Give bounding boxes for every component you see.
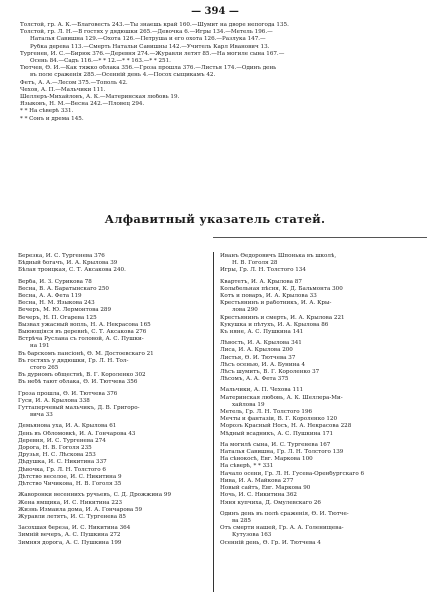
entry-line: На могилѣ сына, И. С. Тургенева 167 [220,441,331,448]
index-entry [18,532,208,539]
index-entry [220,449,410,456]
index-entry [220,300,410,314]
entry-line: * * На сѣверѣ 331. [20,108,74,115]
index-entry [18,467,208,474]
entry-line: Квартетъ, И. А. Крылова 87 [220,278,302,285]
entry-line: Весна, В. А. Баратынскаго 250 [18,285,109,292]
index-entry [18,372,208,379]
entry-line: хайлова 19 [232,401,265,408]
index-entry [18,514,208,521]
index-entry [220,442,410,449]
index-entry [18,540,208,547]
index-entry [220,322,410,329]
index-entry [18,315,208,322]
index-entry [18,492,208,499]
entry-line: Жизнь Измаила дома, И. А. Гончарова 59 [18,506,143,513]
index-entry [220,253,410,267]
entry-line: Отъ смерти нашей, Гр. А. А. Голенищева- [220,525,344,532]
entry-line: Лѣсъ шумитъ, В. Г. Короленко 37 [220,369,320,376]
index-entry [18,445,208,452]
index-entry [220,279,410,286]
entry-line: На сѣнокосѣ, Евг. Маркова 100 [220,456,313,463]
entry-line: Къ няне, А. С. Пушкина 141 [220,329,304,336]
index-entry [18,379,208,386]
entry-line: Крестьянинъ и смерть, И. А. Крылова 221 [220,314,345,321]
entry-line: Весна, Н. М. Языкова 243 [18,300,95,307]
entry-line: Бѣдный богачъ, И. А. Крылова 39 [18,260,118,267]
index-entry [220,387,410,394]
entry-line: Кутузова 163 [232,532,272,539]
entry-line: Начало осени, Гр. Л. Н. Гусева-Оренбургскаго 6 [220,470,365,477]
index-entry [220,329,410,336]
entry-line: Шеллеръ-Михайловъ, А. К.—Материнская любовь 19. [20,94,180,101]
entry-line: Лиса, И. А. Крылова 200 [220,347,293,354]
entry-line: Дѣтство Чичикова, Н. В. Гоголя 35 [18,481,122,488]
index-entry [18,481,208,488]
entry-line: Тютчев, Ѳ. И.—Как тяжко облака 356.—Гроза прошла 376.—Листья 174.—Одинъ день [20,65,277,72]
index-entry [220,478,410,485]
entry-line: Деревня, И. С. Тургенева 274 [18,437,106,444]
entry-line: Няня купчиха, Д. Омулевскаго 26 [220,499,321,506]
author-entry [20,80,415,87]
entry-line: Морозъ Красный Носъ, Н. А. Некрасова 228 [220,423,352,430]
index-entry [220,431,410,438]
index-entry [18,474,208,481]
index-entry [220,471,410,478]
entry-line: Друзья, Н. С. Лѣскова 253 [18,452,96,459]
author-entry [20,87,415,94]
entry-line: Березка, И. С. Тургенева 376 [18,253,105,259]
entry-line: Бѣлая троицкая, С. Т. Аксакова 240. [18,267,126,274]
index-entry [220,485,410,492]
index-entry [220,500,410,507]
entry-line: Наталья Савишна 129.—Охота 126.—Петруша и его охота 126.—Разлука 147.— [30,36,266,43]
entry-line: Новый сайтъ, Евг. Маркова 90 [220,485,311,492]
index-entry [220,347,410,354]
entry-line: Дѣдушка, И. С. Никитина 337 [18,459,107,466]
author-entry [20,51,415,65]
entry-line: Въ небѣ тают облака, Ѳ. И. Тютчева 356 [18,379,138,386]
entry-line: Иванъ Ѳедоровичъ Шпонька въ школѣ, [220,253,337,259]
entry-line: Фетъ, А. А.—Лесом 375.—Тополь 42. [20,79,128,86]
entry-line: на 191 [30,343,50,350]
index-entry [18,279,208,286]
entry-line: Толстой, гр. А. К.—Благовесть 243.—Ты знаешь край 160.—Шумит на дворе непогода 135. [20,22,289,28]
entry-line: Метель, Гр. Л. Н. Толстого 196 [220,409,313,416]
index-entry [220,409,410,416]
index-entry [220,267,410,274]
index-entry [220,511,410,525]
entry-line: Вызвал ужасный вопль, Н. А. Некрасова 165 [18,321,151,328]
entry-line: Языковъ, Н. М.—Весна 242.—Пловец 294. [20,101,145,108]
section-title: Алфавитный указатель статей. [104,212,326,226]
entry-line: Тургенев, И. С.—Бирюк 376.—Деревня 274.—Журавли летят 85.—На могиле сына 167.— [20,50,285,57]
entry-line: въ поле сраженія 285.—Осенній день 4.—Посох сыщикамъ 42. [30,72,216,79]
author-entry [20,101,415,108]
entry-line: Лѣсомъ, А. А. Фета 375 [220,376,289,383]
entry-line: Осень 84.—Садъ 116.—* * 12.—* * 163.—* * 251. [30,58,171,65]
entry-line: На сѣверѣ, * * 331 [220,463,274,470]
index-entry [18,322,208,329]
entry-line: Гуттаперчевый мальчикъ, Д. В. Григоро- [18,405,140,412]
index-entry [18,452,208,459]
index-entry [220,456,410,463]
entry-line: Верба, И. З. Сурикова 78 [18,278,92,285]
entry-line: ва 285 [232,517,251,524]
entry-line: Лѣвость, И. А. Крылова 341 [220,340,302,347]
entry-line: Ночь, И. С. Никитина 362 [220,492,297,499]
entry-line: Зимняя дорога, А. С. Пушкина 199 [18,539,122,546]
index-entry [220,395,410,409]
author-entry [20,22,415,29]
index-entry [18,253,208,260]
index-entry [220,416,410,423]
page-number: — 394 — [191,6,239,17]
index-entry [18,351,208,358]
entry-line: Въ дурномъ обществѣ, В. Г. Короленко 302 [18,372,146,379]
index-entry [18,398,208,405]
index-entry [18,293,208,300]
index-entry [220,315,410,322]
entry-line: Мальчики, А. П. Чехова 111 [220,387,304,394]
index-entry [18,358,208,372]
entry-line: Дѣвочка, Гр. Л. Н. Толстого 6 [18,466,106,473]
author-entry [20,29,415,51]
entry-line: Дорога, Н. В. Гоголя 235 [18,445,92,452]
entry-line: Гуси, И. А. Крылова 338 [18,397,90,404]
index-entry [18,500,208,507]
index-entry [220,540,410,547]
index-column-left [18,253,208,547]
entry-line: Мечты и фантазіи, В. Г. Короленко 120 [220,416,338,423]
author-entry [20,108,415,115]
entry-line: Листья, Ѳ. И. Тютчева 37 [220,354,296,361]
entry-line: Кукушка и пѣтухъ, И. А. Крылова 86 [220,321,329,328]
index-entry [18,267,208,274]
index-entry [220,463,410,470]
entry-line: Толстой, гр. Л. Н.—В гостях у дядюшки 265.—Девочка 6.—Игры 134.—Метель 196.— [20,29,273,36]
entry-line: Крестьянинъ и работникъ, И. А. Кры- [220,300,332,307]
index-entry [220,293,410,300]
index-entry [18,391,208,398]
index-entry [220,376,410,383]
entry-line: Демьянова уха, И. А. Крылова 61 [18,423,117,430]
index-entry [18,300,208,307]
entry-line: лова 290 [232,307,258,314]
entry-line: Вечеръ, Н. П. Огарева 125 [18,314,97,321]
index-entry [18,459,208,466]
entry-line: Игры, Гр. Л. Н. Толстого 134 [220,267,306,274]
entry-line: * * Сонъ и дрема 145. [20,115,84,122]
entry-line: Чехов, А. П.—Мальчики 111. [20,86,106,93]
author-entry [20,65,415,79]
entry-line: Встрѣча Руслана съ головой, А. С. Пушки- [18,336,144,343]
entry-line: Наталья Савишна, Гр. Л. Н. Толстого 139 [220,449,344,456]
entry-line: Колыбельная пѣсня, К. Д. Бальмонта 300 [220,285,343,292]
index-entry [220,369,410,376]
entry-line: Лѣсъ осенью, И. А. Бунина 4 [220,361,306,368]
index-entry [18,336,208,350]
entry-line: Одинъ день въ полѣ сраженія, Ѳ. И. Тютче- [220,510,349,517]
entry-line: Гроза прошла, Ѳ. И. Тютчева 376 [18,390,118,397]
entry-line: Жена ямщика, И. С. Никитина 223 [18,499,123,506]
entry-line: Рубка дерева 113.—Смерть Натальи Савишны 142.—Учитель Карл Иванович 13. [30,43,270,50]
entry-line: Дѣтство веселое, И. С. Никитина 9 [18,473,122,480]
index-entry [220,340,410,347]
index-column-right [220,253,410,547]
index-entry [18,286,208,293]
entry-line: Осенній день, Ѳ. Гр. И. Тютчева 4 [220,539,321,546]
index-entry [220,525,410,539]
author-index-continuation [20,22,415,123]
index-entry [220,492,410,499]
index-entry [18,438,208,445]
section-rule [213,237,427,238]
entry-line: Вечеръ, М. Ю. Лермонтова 289 [18,307,112,314]
index-entry [18,431,208,438]
entry-line: Въ гостяхъ у дядюшки, Гр. Л. Н. Тол- [18,357,129,364]
entry-line: Материнская любовь, А. К. Шеллера-Ми- [220,394,343,401]
index-entry [18,260,208,267]
entry-line: Журавли летятъ, И. С. Тургенева 85 [18,513,126,520]
index-entry [220,286,410,293]
entry-line: Засохшая береза, И. С. Никитина 364 [18,525,131,532]
entry-line: Весна, А. А. Фета 119 [18,293,82,300]
index-entry [18,329,208,336]
author-entry [20,116,415,123]
entry-line: Котъ и поваръ, И. А. Крылова 33 [220,293,317,300]
index-entry [18,307,208,314]
entry-line: вича 33 [30,412,53,419]
index-entry [220,355,410,362]
index-entry [18,525,208,532]
entry-line: Выюющіяся въ деревнѣ, С. Т. Аксакова 276 [18,329,147,336]
column-divider [213,252,214,592]
index-entry [220,362,410,369]
entry-line: Н. В. Гоголя 28 [232,260,278,267]
entry-line: Жаворонки весеннихъ ручьевъ, С. Д. Дрожжина 99 [18,492,172,499]
index-entry [18,507,208,514]
entry-line: стого 265 [30,365,59,372]
index-entry [18,405,208,419]
index-entry [220,423,410,430]
entry-line: Нива, И. А. Майкова 277 [220,477,294,484]
entry-line: Въ барскомъ пансіонѣ, Ѳ. М. Достоевскаго 21 [18,350,154,357]
entry-line: День въ Обломовкѣ, И. А. Гончарова 43 [18,430,136,437]
entry-line: Мѣдный всадникъ, А. С. Пушкина 171 [220,430,334,437]
author-entry [20,94,415,101]
entry-line: Зимній вечеръ, А. С. Пушкина 272 [18,532,121,539]
index-entry [18,423,208,430]
